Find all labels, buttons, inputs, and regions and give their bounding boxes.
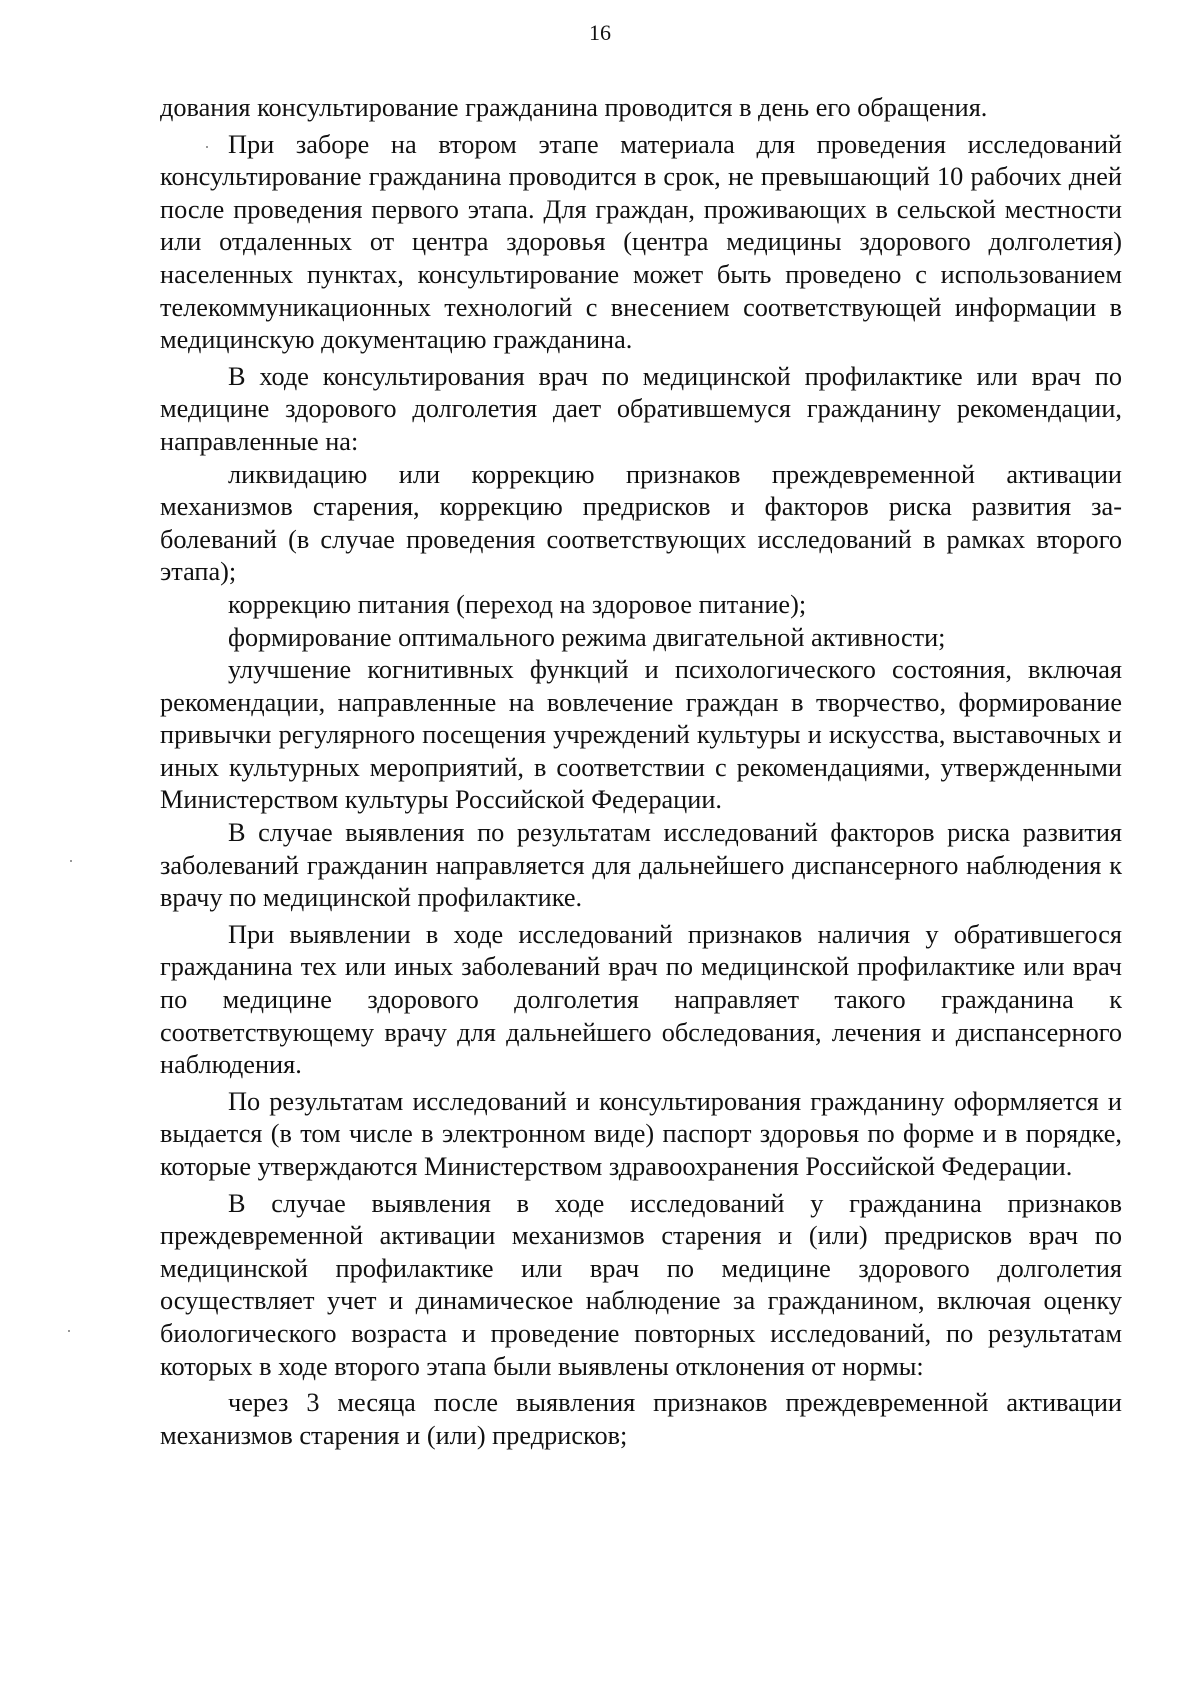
paragraph-consultation-timing: При заборе на втором этапе материала для проведения исследований консультирование гражданина проводится в срок, не превышающий 10 рабочих дней после проведения первого этапа. Для граждан, проживающих в сельской местности или отдаленных от центра здоровья (центра медицины здорового долголетия) населенных пунктах, консультирование может быть проведено с использованием телекоммуникационных технологий с внесением соответствующей информации в медицинскую документацию гражданина. bbox=[160, 129, 1122, 355]
paragraph-recommendations-intro: В ходе консультирования врач по медицинской профилактике или врач по медицине здорового долголетия дает обратившемуся гражданину рекомендации, направленные на: bbox=[160, 361, 1122, 456]
paragraph-health-passport: По результатам исследований и консультирования гражданину оформляется и выдается (в том числе в электронном виде) паспорт здоровья по форме и в порядке, которые утверждаются Министерством здравоохранения Российской Федерации. bbox=[160, 1086, 1122, 1181]
scan-speck bbox=[70, 860, 72, 862]
list-item-nutrition: коррекцию питания (переход на здоровое питание); bbox=[228, 589, 807, 619]
page-number: 16 bbox=[589, 20, 611, 45]
document-body bbox=[160, 92, 1122, 1452]
paragraph-disease-referral: При выявлении в ходе исследований признаков наличия у обратившегося гражданина тех или иных заболеваний врач по медицинской профилактике или врач по медицине здорового долголетия направляет такого гражданина к соответствующему врачу для дальнейшего обследования, лечения и диспансерного наблюдения. bbox=[160, 919, 1122, 1080]
scan-speck bbox=[206, 146, 208, 148]
paragraph-dynamic-observation: В случае выявления в ходе исследований у гражданина признаков преждевременной активации механизмов старения и (или) предрисков врач по медицинской профилактике или врач по медицине здорового долголетия осуществляет учет и динамическое наблюдение за гражданином, включая оценку биологического возраста и проведение повторных исследований, по результатам которых в ходе второго этапа были выявлены отклонения от нормы: bbox=[160, 1188, 1122, 1381]
list-item-three-months: через 3 месяца после выявления признаков преждевременной активации механизмов старения и (или) предрисков; bbox=[160, 1388, 1122, 1450]
list-item-aging-correction: ликвидацию или коррекцию признаков преждевременной активации механизмов старения, коррекцию предрисков и факторов риска развития заболеваний (в случае проведения соответствующих исследований в рамках второго этапа); bbox=[160, 459, 1122, 587]
list-item-physical-activity: формирование оптимального режима двигательной активности; bbox=[228, 622, 946, 652]
paragraph-risk-factors: В случае выявления по результатам исследований факторов риска развития заболеваний гражданин направляется для дальнейшего диспансерного наблюдения к врачу по медицинской профилактике. bbox=[160, 818, 1122, 913]
paragraph-continuation: дования консультирование гражданина проводится в день его обращения. bbox=[160, 93, 988, 122]
scan-speck bbox=[68, 1330, 70, 1332]
list-item-cognitive-functions: улучшение когнитивных функций и психологического состояния, включая рекомендации, направленные на вовлечение граждан в творчество, формирование привычки регулярного посещения учреждений культуры и искусства, выставочных и иных культурных мероприятий, в соответствии с рекомендациями, утвержденными Министерством культуры Российской Федерации. bbox=[160, 655, 1122, 815]
